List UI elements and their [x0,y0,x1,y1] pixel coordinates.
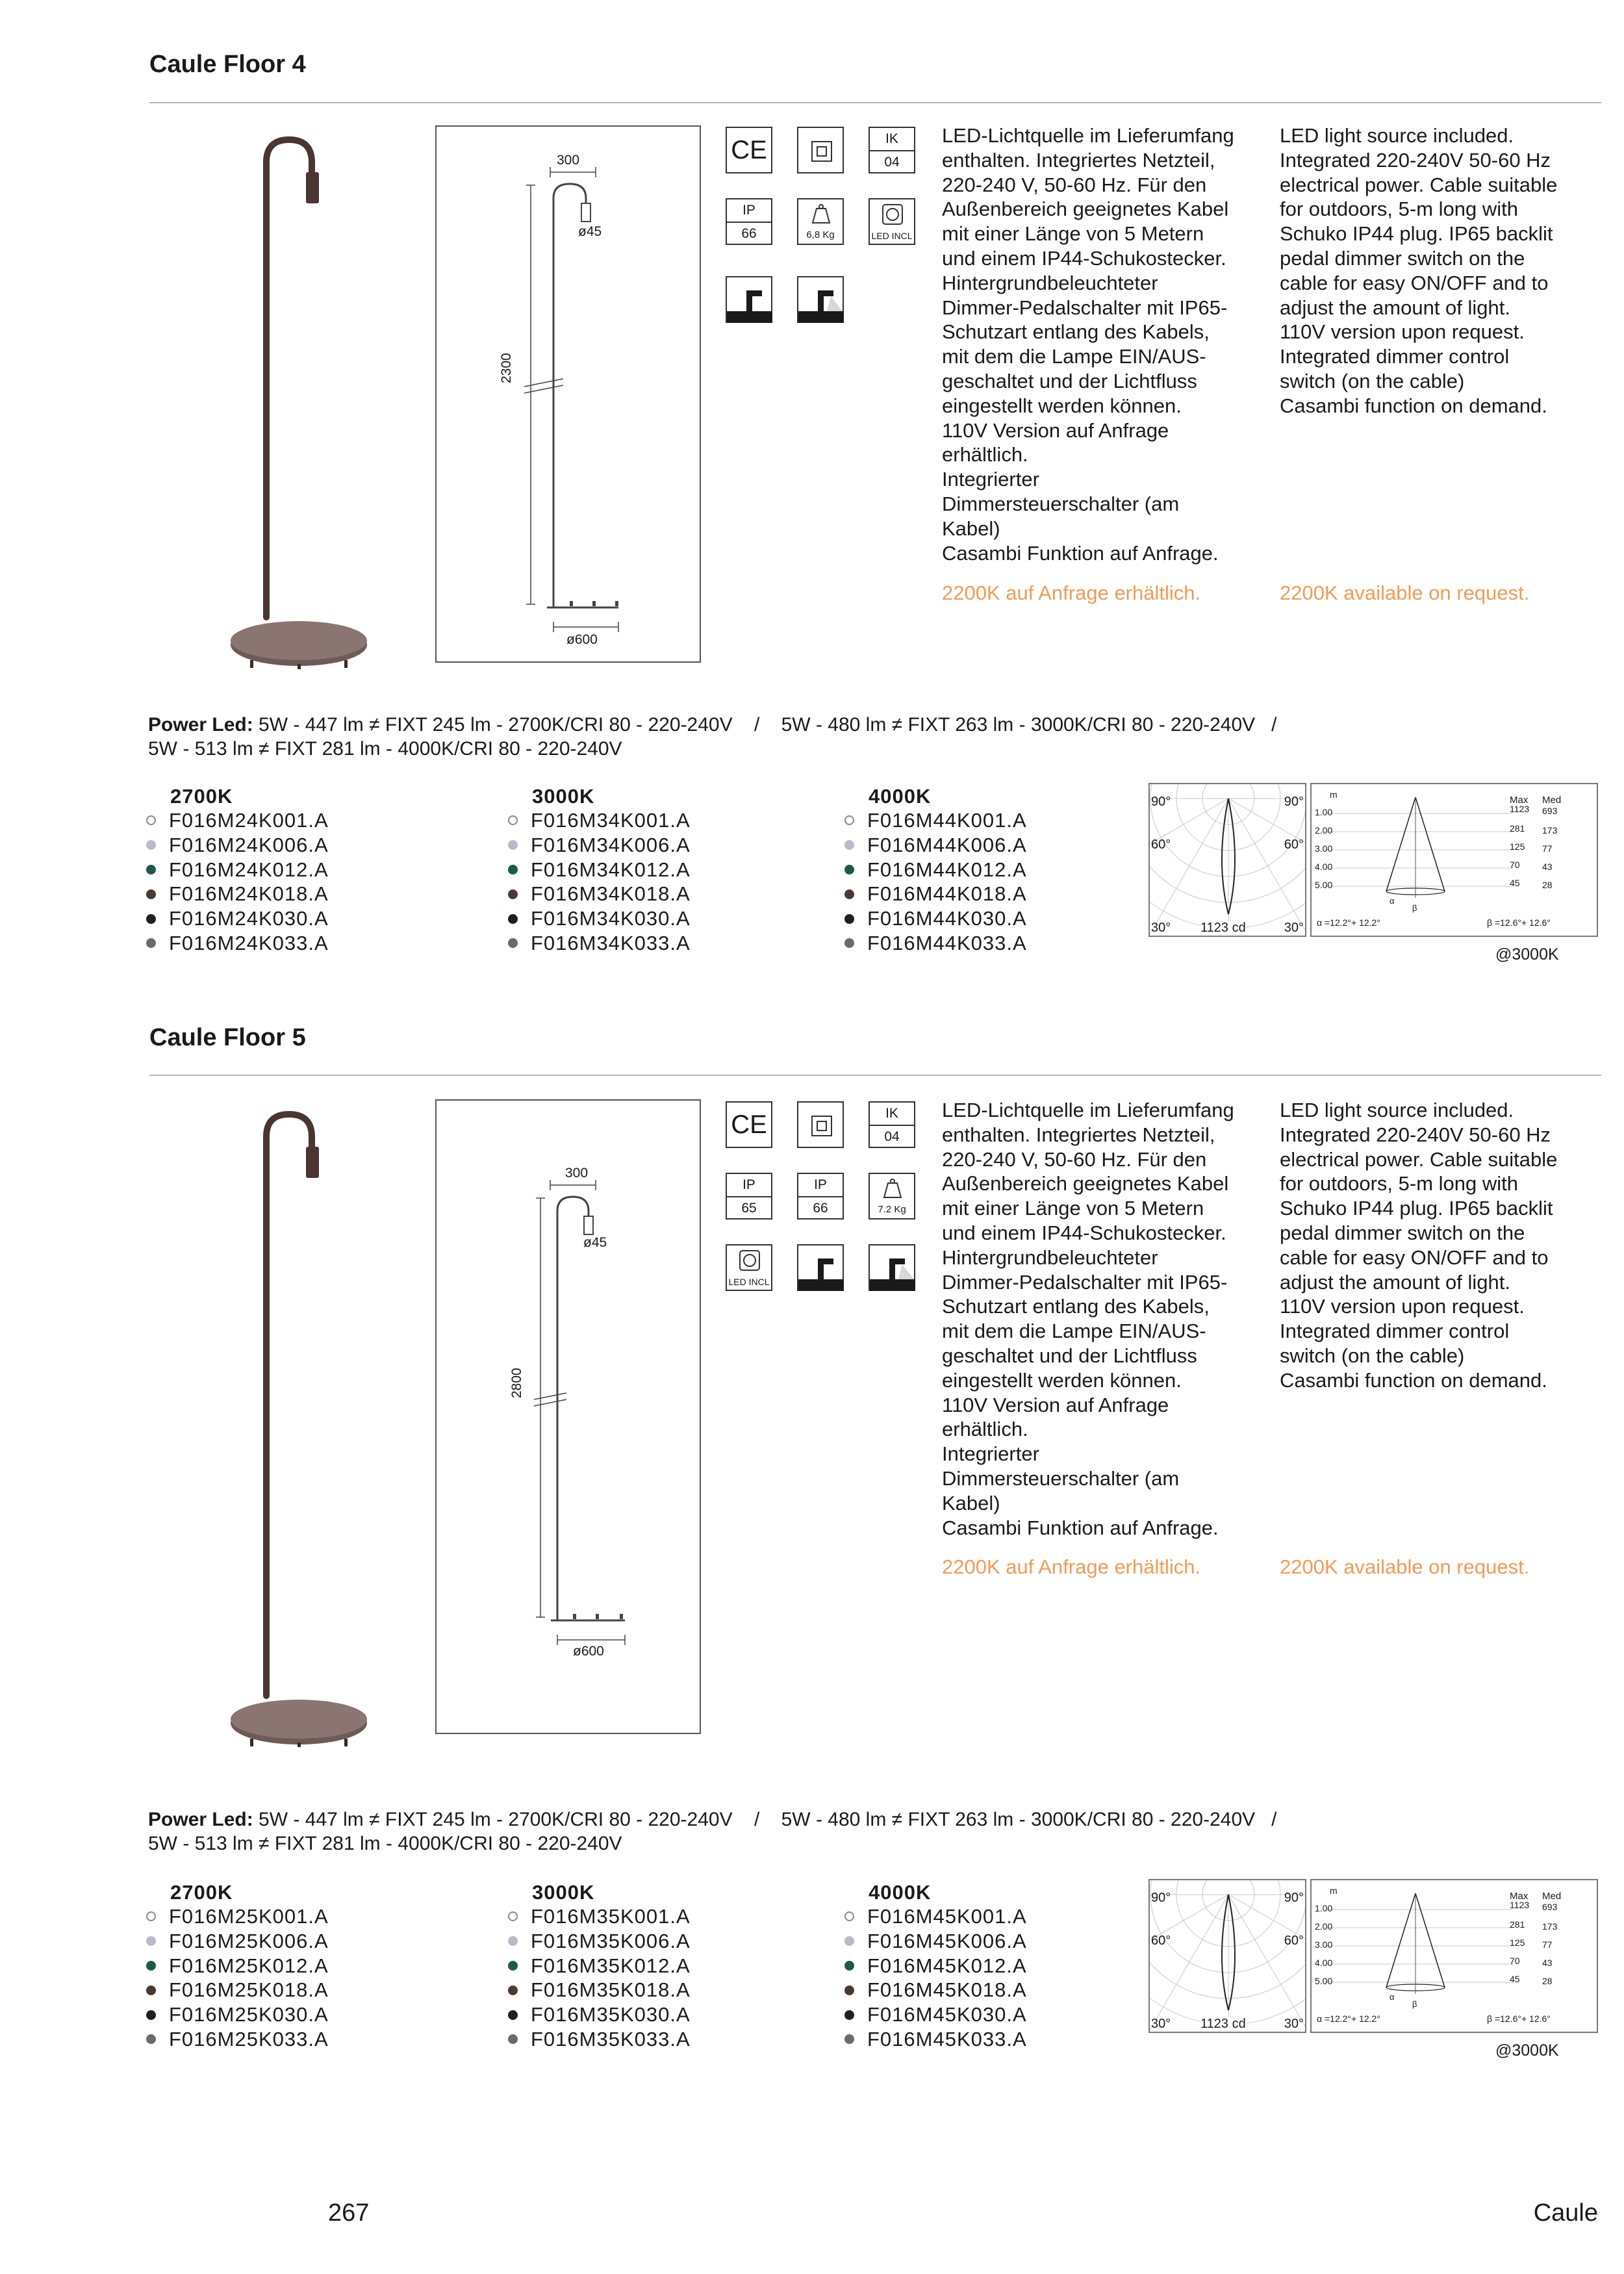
power-led-label: Power Led: [148,1809,253,1830]
ip-rating-icon [726,1173,772,1220]
article-code: F016M44K001.A [844,808,1130,833]
article-code: F016M45K033.A [844,2027,1130,2052]
column-heading: 4000K [869,785,932,808]
description-english: LED light source included. Integrated 220-240V 50-60 Hz electrical power. Cable suitable for outdoors, 5-m long with Schuko IP44 plug. IP65 backlit pedal dimmer switch on the cable for easy ON/OFF and to adjust the amount of light. 110V version upon request. Integrated dimmer control switch (on the cable) Casambi function on demand. [1280,1099,1558,1392]
power-led-label: Power Led: [148,714,253,735]
article-code: F016M44K012.A [844,858,1130,882]
section-title: Caule Floor 5 [149,1024,306,1051]
article-code: F016M35K006.A [508,1929,794,1954]
power-led-line: Power Led: 5W - 447 lm ≠ FIXT 245 lm - 2700K/CRI 80 - 220-240V / 5W - 480 lm ≠ FIXT 263 lm - 3000K/CRI 80 - 220-240V / [148,714,1277,735]
reference-temperature: @3000K [1495,945,1559,964]
article-code: F016M24K030.A [146,906,432,931]
article-code: F016M44K006.A [844,833,1130,858]
collection-name: Caule [1533,2199,1598,2227]
mounting-floor-icon [797,1244,844,1291]
article-code: F016M44K033.A [844,931,1130,956]
article-code: F016M24K012.A [146,858,432,882]
power-led-line-2: 5W - 513 lm ≠ FIXT 281 lm - 4000K/CRI 80 - 220-240V [148,738,622,760]
weight-label: 7.2 Kg [878,1204,906,1215]
technical-drawing [435,125,701,663]
base-diameter-label: ø600 [566,632,598,647]
note-2200k-english: 2200K available on request. [1280,581,1530,604]
dimension-drawing [437,1101,700,1733]
head-diameter-label: ø45 [583,1235,607,1250]
article-code: F016M24K033.A [146,931,432,956]
code-column-2700k [146,785,432,956]
technical-drawing [435,1099,701,1734]
ip-label: IP [727,1174,771,1197]
ik-rating-icon [869,127,915,173]
code-column-4000k [844,785,1130,956]
led-included-icon [726,1244,772,1291]
candela-label: 1123 cd [1200,921,1246,935]
ip-rating-icon [797,1173,844,1220]
ip-value: 66 [813,1201,828,1216]
article-code: F016M45K018.A [844,1978,1130,2002]
article-code: F016M34K012.A [508,858,794,882]
article-code: F016M25K018.A [146,1978,432,2002]
column-heading: 3000K [532,1881,595,1904]
ce-mark-icon: CE [726,127,772,173]
article-code: F016M35K001.A [508,1904,794,1929]
description-german: LED-Lichtquelle im Lieferumfang enthalten. Integriertes Netzteil, 220-240 V, 50-60 Hz. Für den Außenbereich geeignetes Kabel mit einer Länge von 5 Metern und einem IP44-Schukostecker. Hintergrundbeleuchteter Dimmer-Pedalschalter mit IP65- Schutzart entlang des Kabels, mit dem die Lampe EIN/AUS- geschaltet und der Lichtfluss eingestellt werden können. 110V Version auf Anfrage erhältlich. Integrierter Dimmersteuerschalter (am Kabel) Casambi Funktion auf Anfrage. [942,124,1234,565]
width-label: 300 [565,1166,589,1181]
mounting-floor-icon [726,276,772,323]
ip-value: 66 [741,226,757,241]
weight-label: 6,8 Kg [806,229,835,240]
class-ii-icon [797,127,844,173]
beta-angle: β =12.6°+ 12.6° [1487,917,1551,928]
description-german: LED-Lichtquelle im Lieferumfang enthalten. Integriertes Netzteil, 220-240 V, 50-60 Hz. Für den Außenbereich geeignetes Kabel mit einer Länge von 5 Metern und einem IP44-Schukostecker. Hintergrundbeleuchteter Dimmer-Pedalschalter mit IP65- Schutzart entlang des Kabels, mit dem die Lampe EIN/AUS- geschaltet und der Lichtfluss eingestellt werden können. 110V Version auf Anfrage erhältlich. Integrierter Dimmersteuerschalter (am Kabel) Casambi Funktion auf Anfrage. [942,1099,1234,1539]
alpha-angle: α =12.2°+ 12.2° [1317,2013,1380,2024]
article-code: F016M44K018.A [844,882,1130,906]
article-code: F016M25K033.A [146,2027,432,2052]
base-diameter-label: ø600 [573,1644,604,1659]
article-code: F016M25K006.A [146,1929,432,1954]
beta-angle: β =12.6°+ 12.6° [1487,2013,1551,2024]
article-code: F016M34K030.A [508,906,794,931]
ip-value: 65 [741,1201,757,1216]
article-code: F016M34K018.A [508,882,794,906]
ip-label: IP [727,199,771,223]
power-led-line-2: 5W - 513 lm ≠ FIXT 281 lm - 4000K/CRI 80 - 220-240V [148,1833,622,1854]
cone-diagram: m Max Med 1.00 1123 693 2.00 281 173 3.00 125 77 4.00 70 43 5.00 45 28 α β α =12.2°+ 12.2° β =12.6°+ 12.6° [1310,1879,1598,2033]
width-label: 300 [557,153,580,168]
ik-label: IK [870,1103,914,1126]
ik-rating-icon [869,1101,915,1148]
article-code: F016M45K012.A [844,1954,1130,1978]
section-title: Caule Floor 4 [149,51,306,78]
weight-icon [797,198,844,245]
page-number: 267 [328,2199,370,2227]
article-code: F016M44K030.A [844,906,1130,931]
note-2200k-german: 2200K auf Anfrage erhältlich. [942,1555,1201,1578]
height-label: 2300 [499,353,514,383]
light-direction-icon [797,276,844,323]
column-heading: 2700K [170,785,233,808]
section-divider [149,1075,1601,1076]
ip-rating-icon [726,198,772,245]
code-column-3000k [508,785,794,956]
power-led-line: Power Led: 5W - 447 lm ≠ FIXT 245 lm - 2700K/CRI 80 - 220-240V / 5W - 480 lm ≠ FIXT 263 lm - 3000K/CRI 80 - 220-240V / [148,1809,1277,1830]
candela-label: 1123 cd [1200,2017,1246,2031]
weight-icon [869,1173,915,1220]
reference-temperature: @3000K [1495,2041,1559,2060]
note-2200k-english: 2200K available on request. [1280,1555,1530,1578]
lamp-product-image [221,130,390,669]
led-included-icon [869,198,915,245]
article-code: F016M35K030.A [508,2002,794,2027]
column-heading: 4000K [869,1881,932,1904]
section-divider [149,102,1601,103]
ik-value: 04 [884,155,900,170]
code-column-2700k [146,1881,432,2052]
lamp-product-image [221,1105,390,1748]
ce-mark-icon: CE [726,1101,772,1148]
column-heading: 2700K [170,1881,233,1904]
article-code: F016M25K001.A [146,1904,432,1929]
code-column-3000k [508,1881,794,2052]
column-heading: 3000K [532,785,595,808]
article-code: F016M24K006.A [146,833,432,858]
article-code: F016M45K030.A [844,2002,1130,2027]
ip-label: IP [798,1174,843,1197]
height-label: 2800 [509,1368,524,1398]
code-column-4000k [844,1881,1130,2052]
article-code: F016M24K001.A [146,808,432,833]
article-code: F016M45K006.A [844,1929,1130,1954]
led-incl-label: LED INCL [728,1277,770,1287]
article-code: F016M35K018.A [508,1978,794,2002]
light-direction-icon [869,1244,915,1291]
head-diameter-label: ø45 [578,224,602,239]
article-code: F016M34K006.A [508,833,794,858]
article-code: F016M45K001.A [844,1904,1130,1929]
polar-light-curve: 90° 90° 60° 60° 30° 30° 1123 cd [1148,783,1306,937]
note-2200k-german: 2200K auf Anfrage erhältlich. [942,581,1201,604]
article-code: F016M35K012.A [508,1954,794,1978]
description-english: LED light source included. Integrated 220-240V 50-60 Hz electrical power. Cable suitable for outdoors, 5-m long with Schuko IP44 plug. IP65 backlit pedal dimmer switch on the cable for easy ON/OFF and to adjust the amount of light. 110V version upon request. Integrated dimmer control switch (on the cable) Casambi function on demand. [1280,124,1558,417]
article-code: F016M25K030.A [146,2002,432,2027]
article-code: F016M34K001.A [508,808,794,833]
ik-label: IK [870,128,914,151]
dimension-drawing [437,127,700,661]
article-code: F016M34K033.A [508,931,794,956]
article-code: F016M25K012.A [146,1954,432,1978]
class-ii-icon [797,1101,844,1148]
ik-value: 04 [884,1129,900,1144]
article-code: F016M24K018.A [146,882,432,906]
cone-diagram: m Max Med 1.00 1123 693 2.00 281 173 3.00 125 77 4.00 70 43 5.00 45 28 α β α =12.2°+ 12.2° β =12.6°+ 12.6° [1310,783,1598,937]
led-incl-label: LED INCL [871,231,913,241]
alpha-angle: α =12.2°+ 12.2° [1317,917,1380,928]
article-code: F016M35K033.A [508,2027,794,2052]
polar-light-curve: 90° 90° 60° 60° 30° 30° 1123 cd [1148,1879,1306,2033]
